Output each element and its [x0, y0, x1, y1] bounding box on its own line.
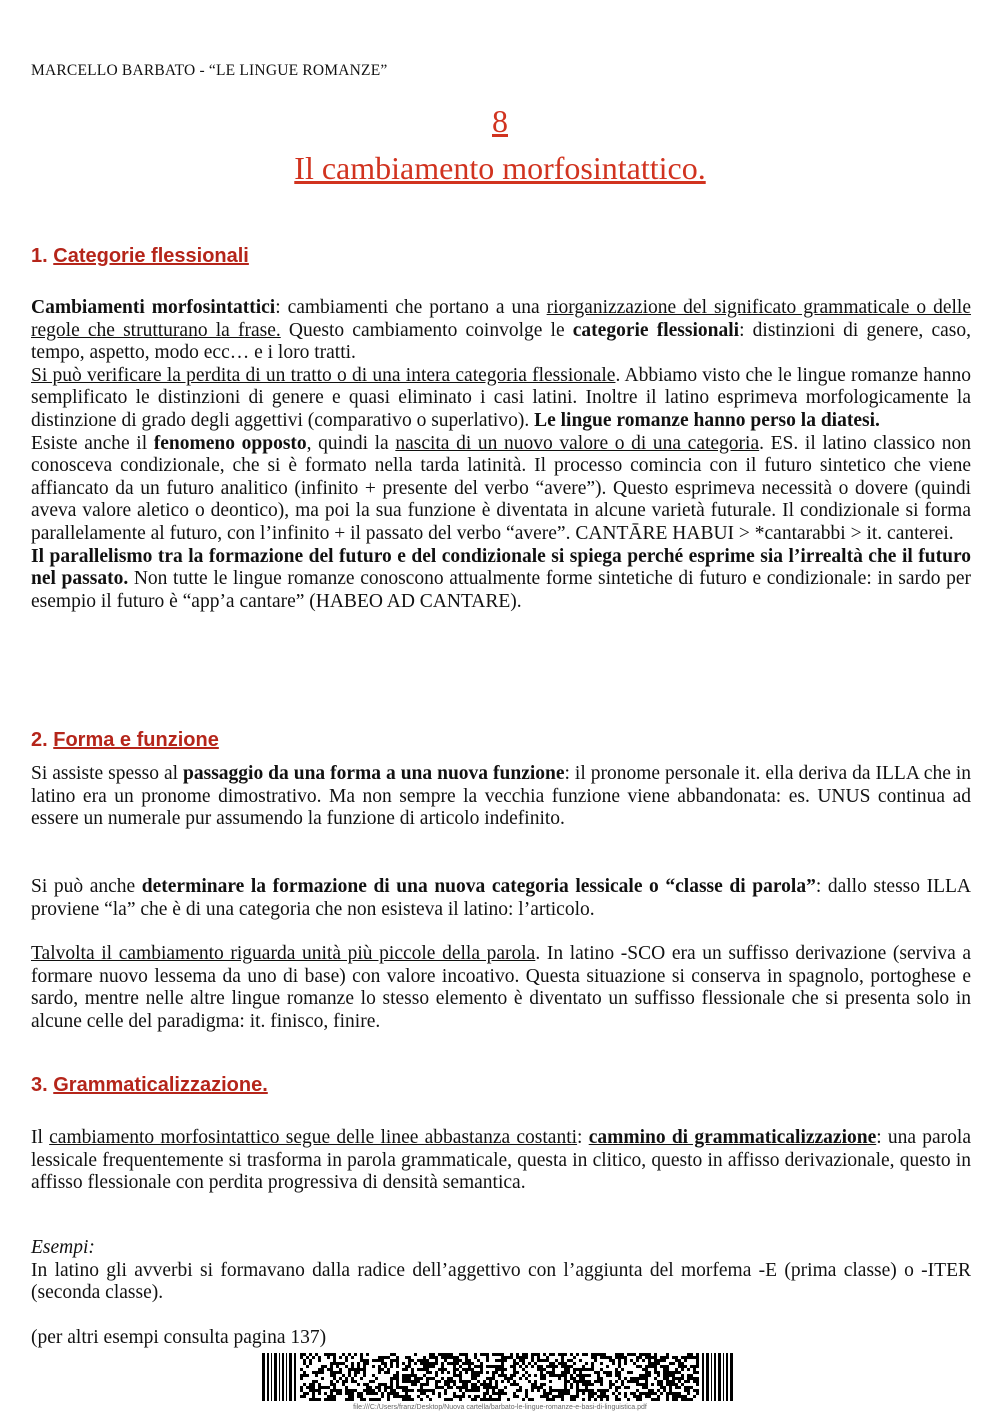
text-run: Esiste anche il: [31, 432, 154, 454]
paragraph-forma-funzione: [31, 763, 971, 831]
paragraph-altri-esempi: [31, 1327, 971, 1350]
text-run: , quindi la: [306, 432, 396, 454]
underlined-text: Si può verificare la perdita di un tratto o di una intera categoria flessionale: [31, 364, 616, 386]
text-run: :: [577, 1127, 589, 1148]
text-run: Questo cambiamento coinvolge le: [280, 319, 573, 341]
text-run: . In latino -SCO era un suffisso derivazione (serviva a formare nuovo lessema da uno di base) con valore incoativo. Questa situazione si conserva in spagnolo, portoghese e sardo, mentre nelle altre lingue romanze lo stesso elemento è diventato un suffisso flessionale che si presenta solo in alcune celle del paradigma: it. finisco, finire.: [31, 943, 972, 1032]
text-run: : il pronome personale it. ella deriva da ILLA che in latino era un pronome dimostrativo. Ma non sempre la vecchia funzione viene abbandonata: es. UNUS continua ad essere un numerale pur assumendo la funzione di articolo indefinito.: [31, 763, 971, 830]
underlined-text: Talvolta il cambiamento riguarda unità più piccole della parola: [31, 943, 536, 964]
text-run: Si assiste spesso al: [31, 763, 184, 784]
bold-statement: Il parallelismo tra la formazione del futuro e del condizionale si spiega perché esprime sia l’irrealtà che il futuro nel passato.: [31, 545, 971, 590]
paragraph-grammaticalizzazione: [31, 1127, 971, 1195]
bold-underlined-term: cammino di grammaticalizzazione: [588, 1127, 877, 1148]
paragraph-nuova-categoria: [31, 876, 971, 921]
bold-term: fenomeno opposto: [153, 432, 307, 454]
paragraph-esempi: [31, 1237, 971, 1305]
underlined-text: riorganizzazione del significato grammaticale o delle regole che strutturano la frase.: [31, 297, 971, 341]
section-title: Categorie flessionali: [53, 245, 249, 267]
bold-term: Cambiamenti morfosintattici: [31, 297, 276, 318]
bold-term: categorie flessionali: [572, 319, 740, 341]
section-title: Forma e funzione: [53, 729, 219, 751]
section-number: 1.: [31, 245, 48, 267]
chapter-number: 8: [492, 103, 508, 139]
paragraph-categorie-flessionali: [31, 297, 971, 613]
section-number: 3.: [31, 1074, 48, 1096]
text-run: Si può anche: [31, 876, 142, 897]
text-run: : una parola lessicale frequentemente si trasforma in parola grammaticale, questa in clitico, questo in affisso derivazionale, questo in affisso flessionale con perdita progressiva di densità semantica.: [31, 1127, 971, 1194]
underlined-text: cambiamento morfosintattico segue delle linee abbastanza costanti: [49, 1127, 578, 1148]
underlined-text: nascita di un nuovo valore o di una categoria: [395, 432, 760, 454]
running-header: MARCELLO BARBATO - “LE LINGUE ROMANZE”: [31, 62, 388, 79]
text-run: : dallo stesso ILLA proviene “la” che è di una categoria che non esisteva il latino: l’articolo.: [31, 876, 971, 920]
section-heading-categorie: [31, 245, 249, 268]
bold-term: determinare la formazione di una nuova categoria lessicale o “classe di parola”: [141, 876, 816, 897]
text-run: Non tutte le lingue romanze conoscono attualmente forme sintetiche di futuro e condizionale: in sardo per esempio il futuro è “app’a cantare” (HABEO AD CANTARE).: [31, 568, 971, 612]
bold-statement: Le lingue romanze hanno perso la diatesi.: [534, 409, 880, 431]
section-title: Grammaticalizzazione.: [53, 1074, 268, 1096]
section-heading-forma: [31, 729, 219, 752]
paragraph-unita-piccole: [31, 943, 971, 1033]
text-run: . ES. il latino classico non conosceva condizionale, che si è formato nella tarda latinità. Il processo comincia con il futuro sintetico che viene affiancato da un futuro analitico (infinito + presente del verbo “avere”). Questo esprimeva necessità o dovere (quindi aveva valore aletico o deontico), ma poi la sua funzione è diventata in alcune varietà futurale. Il condizionale si forma parallelamente al futuro, con l’infinito + il passato del verbo “avere”. CANTĀRE HABUI > *cantarabbi > it. canterei.: [31, 432, 971, 544]
text-run: (per altri esempi consulta pagina 137): [31, 1327, 327, 1348]
section-number: 2.: [31, 729, 48, 751]
examples-label: Esempi:: [31, 1237, 95, 1258]
barcode-image: [262, 1353, 734, 1401]
text-run: . Abbiamo visto che le lingue romanze hanno semplificato le distinzioni di genere e quasi eliminato i casi latini. Inoltre il latino esprimeva morfologicamente la distinzione di grado degli aggettivi (comparativo o superlativo).: [31, 364, 972, 431]
text-run: : cambiamenti che portano a una: [275, 297, 547, 318]
text-run: Il: [31, 1127, 50, 1148]
section-heading-grammaticalizzazione: [31, 1074, 268, 1097]
chapter-title: Il cambiamento morfosintattico.: [294, 150, 706, 186]
text-run: In latino gli avverbi si formavano dalla radice dell’aggettivo con l’aggiunta del morfema -E (prima classe) o -ITER (seconda classe).: [31, 1259, 971, 1304]
footer-file-path: file:///C:/Users/franz/Desktop/Nuova cartella/barbato-le-lingue-romanze-e-basi-di-linguistica.pdf: [353, 1404, 647, 1411]
bold-term: passaggio da una forma a una nuova funzione: [183, 763, 565, 784]
text-run: : distinzioni di genere, caso, tempo, aspetto, modo ecc… e i loro tratti.: [31, 319, 971, 364]
